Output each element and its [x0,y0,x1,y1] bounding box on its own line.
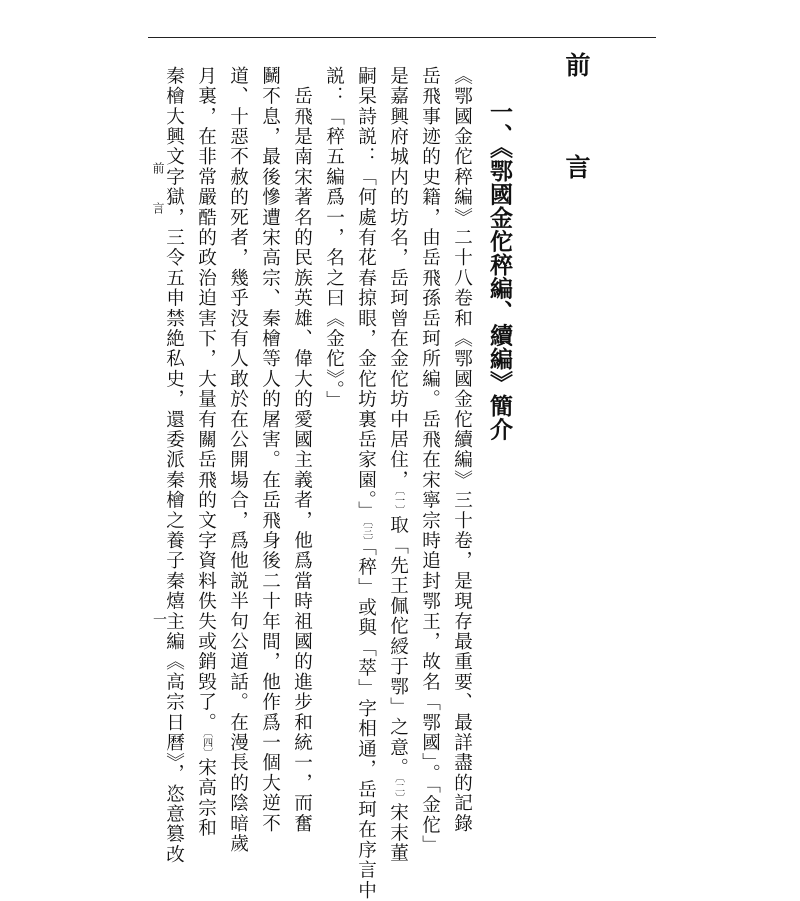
page-number: 一 [151,612,167,626]
section-heading: 一、《鄂國金佗稡編、續編》簡介 [486,100,513,441]
body-column-3 [388,66,407,863]
column-text: 秦檜大興文字獄，三令五申禁絶私史，還委派秦檜之養子秦熺主編《高宗日曆》，恣意篡改 [163,66,185,865]
footnote-marker: 〔四〕 [200,732,212,758]
column-text: 嗣杲詩説：「何處有花春掠眼，金佗坊裏岳家園。」 [355,66,377,522]
body-column-10 [164,66,183,865]
column-text: 説：「稡五編爲一，名之曰《金佗》。」 [323,66,345,411]
running-head: 前 言 [151,162,165,222]
footnote-marker: 〔二〕 [392,777,404,803]
body-column-2 [420,66,439,855]
body-column-8 [228,66,247,854]
body-column-1 [452,66,471,834]
column-text: 是嘉興府城内的坊名，岳珂曾在金佗坊中居住， [387,66,409,491]
body-column-6 [292,66,311,834]
body-column-7 [260,66,279,834]
body-column-9 [196,66,215,838]
header-rule [148,37,656,38]
footnote-marker: 〔三〕 [360,521,372,547]
column-text: 岳飛是南宋著名的民族英雄、偉大的愛國主義者，他爲當時祖國的進步和統一，而奮 [291,66,313,834]
body-column-5 [324,66,343,411]
column-text: 取「先王佩佗綬于鄂」之意。 [387,515,409,778]
footnote-marker: 〔一〕 [392,490,404,516]
column-text: 宋末董 [387,802,409,864]
column-text: 道、十惡不赦的死者，幾乎没有人敢於在公開場合，爲他説半句公道話。在漫長的陰暗歲 [227,66,249,854]
column-text: 宋高宗和 [195,757,217,839]
column-text: 「稡」或與「萃」字相通，岳珂在序言中 [355,546,377,901]
column-text: 鬭不息，最後慘遭宋高宗、秦檜等人的屠害。在岳飛身後二十年間，他作爲一個大逆不 [259,66,281,834]
body-column-4 [356,66,375,901]
column-text: 月裏，在非常嚴酷的政治迫害下，大量有關岳飛的文字資料佚失或銷毁了。 [195,66,217,733]
column-text: 《鄂國金佗稡編》二十八卷和《鄂國金佗續編》三十卷，是現存最重要、最詳盡的記錄 [451,66,473,834]
page-title: 前 言 [562,52,591,205]
column-text: 岳飛事迹的史籍，由岳飛孫岳珂所編。岳飛在宋寧宗時追封鄂王，故名「鄂國」。「金佗」 [419,66,441,856]
